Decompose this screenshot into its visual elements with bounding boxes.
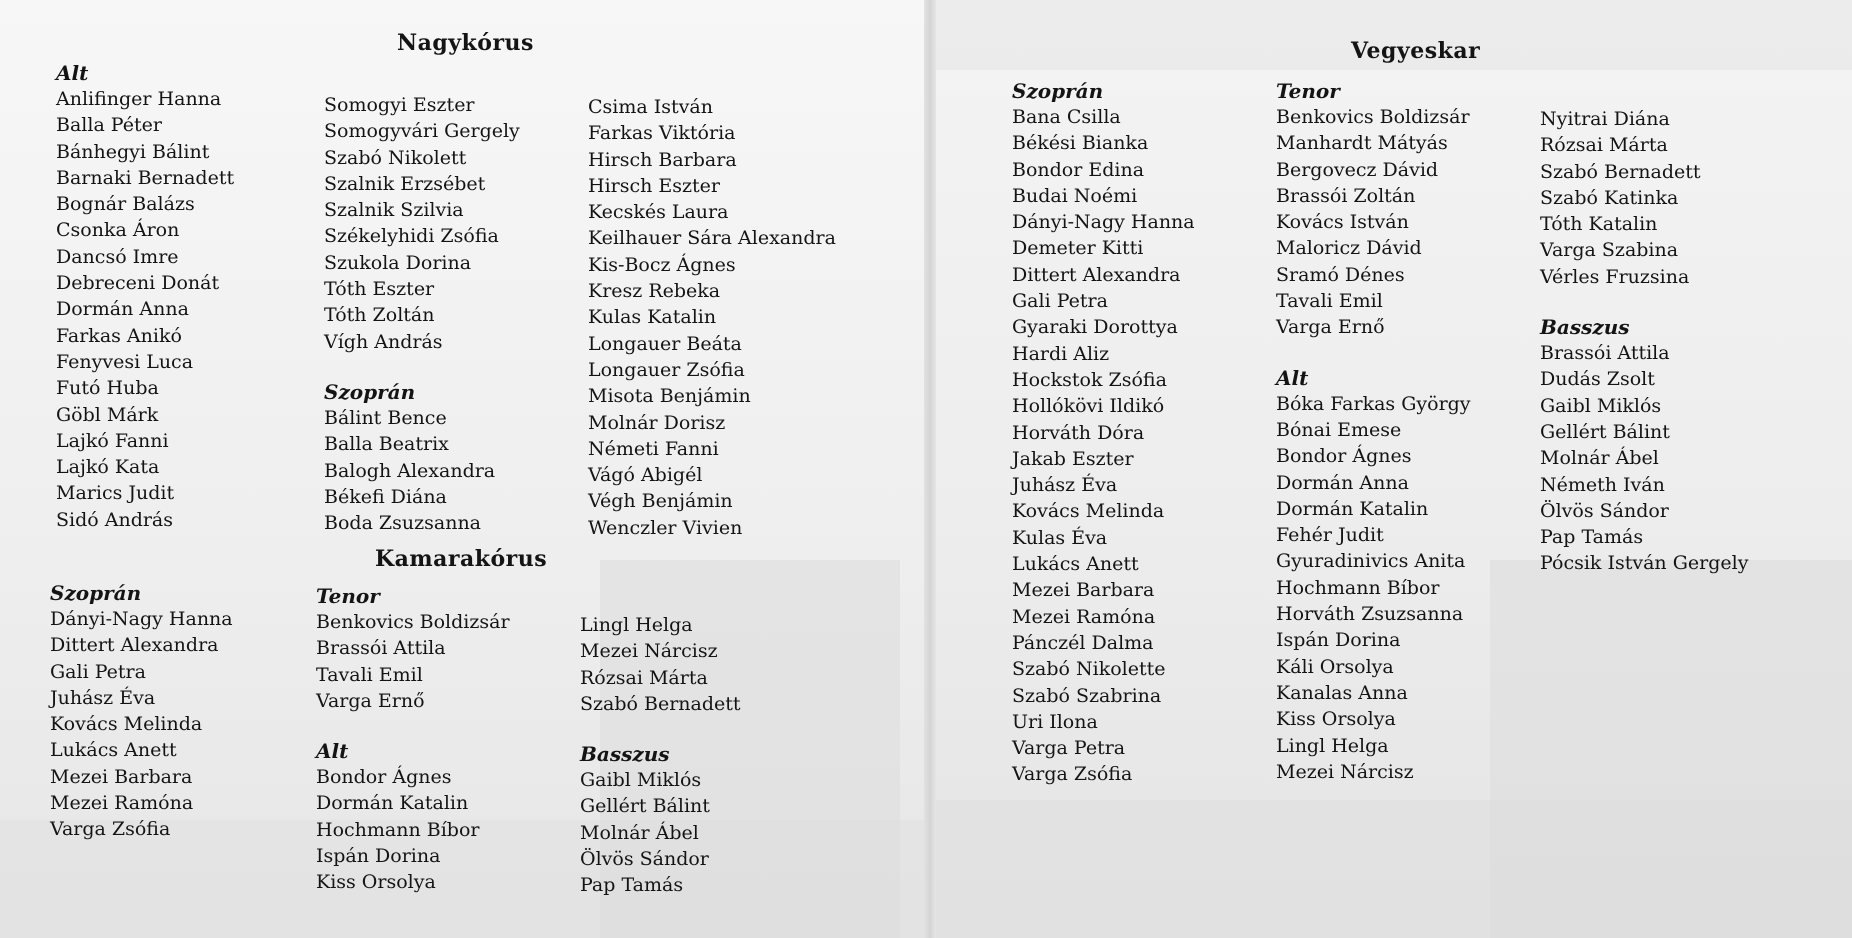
name-entry: Végh Benjámin	[588, 490, 733, 513]
kamarakorus-heading: Kamarakórus	[375, 546, 548, 572]
name-entry: Longauer Beáta	[588, 332, 742, 355]
name-list	[50, 606, 233, 843]
name-entry: Lukács Anett	[1012, 553, 1139, 576]
nagykorus-alt-column-1	[56, 60, 234, 533]
name-entry: Farkas Anikó	[56, 324, 182, 347]
name-entry: Molnár Ábel	[580, 821, 699, 844]
kamarakorus-tenor-alt-column	[316, 583, 510, 896]
nagykorus-heading: Nagykórus	[397, 30, 534, 56]
name-entry: Brassói Zoltán	[1276, 184, 1416, 207]
name-entry: Hochmann Bíbor	[316, 818, 480, 841]
name-entry: Tavali Emil	[1276, 290, 1383, 313]
name-entry: Dancsó Imre	[56, 245, 179, 268]
name-entry: Szabó Katinka	[1540, 186, 1679, 209]
name-entry: Dányi-Nagy Hanna	[50, 608, 233, 630]
name-entry: Gyaraki Dorottya	[1012, 316, 1178, 339]
name-entry: Göbl Márk	[56, 403, 159, 426]
name-entry: Ölvös Sándor	[580, 848, 709, 871]
name-entry: Varga Ernő	[1276, 316, 1385, 339]
name-entry: Bónai Emese	[1276, 418, 1402, 441]
section-label-szopran: Szoprán	[1012, 79, 1104, 103]
name-entry: Mezei Ramóna	[1012, 605, 1156, 628]
name-entry: Szabó Bernadett	[1540, 160, 1701, 183]
name-entry: Pap Tamás	[580, 874, 684, 897]
name-entry: Boda Zsuzsanna	[324, 512, 482, 535]
name-entry: Anlifinger Hanna	[56, 88, 222, 110]
name-entry: Szukola Dorina	[324, 251, 472, 274]
name-entry: Mezei Barbara	[1012, 579, 1155, 602]
name-entry: Kresz Rebeka	[588, 280, 721, 303]
name-entry: Kecskés Laura	[588, 201, 729, 224]
name-entry: Manhardt Mátyás	[1276, 132, 1448, 155]
name-entry: Balla Péter	[56, 114, 162, 137]
name-entry: Szabó Nikolette	[1012, 658, 1166, 681]
name-entry: Kiss Orsolya	[316, 871, 436, 894]
name-entry: Gellért Bálint	[580, 795, 710, 818]
name-entry: Ispán Dorina	[1276, 629, 1401, 652]
name-entry: Szabó Nikolett	[324, 146, 467, 169]
name-entry: Hirsch Barbara	[588, 148, 737, 171]
vegyeskar-tenor-alt-column	[1276, 78, 1471, 785]
section-label-alt: Alt	[316, 739, 349, 764]
name-entry: Benkovics Boldizsár	[316, 611, 510, 633]
name-entry: Pap Tamás	[1540, 526, 1644, 549]
name-entry: Horváth Dóra	[1012, 421, 1145, 444]
name-entry: Jakab Eszter	[1012, 447, 1134, 470]
name-entry: Bondor Ágnes	[1276, 445, 1412, 468]
name-entry: Juhász Éva	[1012, 474, 1118, 497]
name-list	[1540, 340, 1748, 577]
name-entry: Fehér Judit	[1276, 524, 1384, 547]
name-list	[324, 92, 520, 355]
name-entry: Kovács Melinda	[50, 713, 203, 736]
name-list	[56, 86, 234, 533]
name-entry: Bana Csilla	[1012, 106, 1121, 128]
name-entry: Kis-Bocz Ágnes	[588, 253, 736, 276]
name-entry: Gali Petra	[50, 660, 146, 683]
name-entry: Bergovecz Dávid	[1276, 158, 1439, 181]
vegyeskar-szopran-column	[1012, 78, 1195, 788]
name-entry: Hockstok Zsófia	[1012, 368, 1167, 391]
name-entry: Ispán Dorina	[316, 845, 441, 868]
name-entry: Bánhegyi Bálint	[56, 140, 210, 163]
vegyeskar-heading: Vegyeskar	[1351, 38, 1481, 64]
name-entry: Keilhauer Sára Alexandra	[588, 227, 836, 250]
name-entry: Varga Szabina	[1540, 239, 1679, 262]
name-entry: Mezei Barbara	[50, 765, 193, 788]
name-entry: Hirsch Eszter	[588, 174, 720, 197]
name-entry: Brassói Attila	[316, 637, 446, 660]
name-entry: Dormán Katalin	[316, 792, 469, 815]
name-entry: Lingl Helga	[1276, 734, 1389, 757]
name-entry: Gaibl Miklós	[1540, 394, 1662, 417]
name-entry: Futó Huba	[56, 377, 159, 400]
name-entry: Rózsai Márta	[1540, 134, 1668, 157]
name-entry: Tóth Eszter	[324, 278, 435, 301]
name-entry: Kanalas Anna	[1276, 681, 1408, 704]
name-entry: Gyuradinivics Anita	[1276, 550, 1466, 573]
name-entry: Molnár Dorisz	[588, 411, 726, 434]
name-entry: Vérles Fruzsina	[1540, 265, 1690, 288]
name-entry: Dudás Zsolt	[1540, 368, 1655, 391]
name-entry: Fenyvesi Luca	[56, 350, 194, 373]
name-entry: Tóth Zoltán	[324, 304, 435, 327]
kamarakorus-alt-basszus-column	[580, 612, 741, 899]
name-list	[580, 767, 741, 898]
name-entry: Sidó András	[56, 508, 174, 531]
name-list	[1012, 104, 1195, 788]
name-entry: Maloricz Dávid	[1276, 237, 1422, 260]
section-label-basszus: Basszus	[580, 742, 670, 767]
name-entry: Balla Beatrix	[324, 433, 449, 456]
name-entry: Vágó Abigél	[588, 464, 703, 487]
name-entry: Lingl Helga	[580, 614, 693, 636]
name-entry: Dányi-Nagy Hanna	[1012, 211, 1195, 234]
name-list	[1276, 391, 1471, 785]
name-entry: Balogh Alexandra	[324, 459, 496, 482]
name-entry: Somogyi Eszter	[324, 94, 475, 116]
name-entry: Kulas Éva	[1012, 526, 1108, 549]
name-entry: Rózsai Márta	[580, 666, 708, 689]
section-label-szopran: Szoprán	[324, 379, 416, 404]
name-entry: Gaibl Miklós	[580, 769, 702, 792]
name-entry: Szalnik Erzsébet	[324, 172, 486, 195]
name-entry: Hardi Aliz	[1012, 342, 1110, 365]
name-list	[316, 609, 510, 714]
section-label-tenor: Tenor	[316, 584, 380, 608]
name-entry: Szabó Bernadett	[580, 692, 741, 715]
name-entry: Dormán Anna	[1276, 471, 1409, 494]
name-entry: Csima István	[588, 96, 713, 118]
name-entry: Misota Benjámin	[588, 385, 751, 408]
name-entry: Dittert Alexandra	[50, 634, 219, 657]
name-entry: Sramó Dénes	[1276, 263, 1405, 286]
name-entry: Juhász Éva	[50, 686, 156, 709]
name-entry: Csonka Áron	[56, 219, 180, 242]
name-entry: Ölvös Sándor	[1540, 499, 1669, 522]
name-entry: Káli Orsolya	[1276, 655, 1394, 678]
name-entry: Varga Zsófia	[50, 818, 171, 841]
nagykorus-alt-column-2	[324, 92, 520, 536]
name-entry: Horváth Zsuzsanna	[1276, 603, 1464, 626]
name-entry: Gali Petra	[1012, 290, 1108, 313]
section-label-alt: Alt	[56, 61, 89, 85]
vegyeskar-alt-basszus-column	[1540, 106, 1748, 577]
background-photo-shade	[930, 800, 1852, 938]
name-entry: Bondor Ágnes	[316, 766, 452, 789]
nagykorus-column-3	[588, 94, 836, 541]
name-entry: Pócsik István Gergely	[1540, 552, 1749, 575]
section-label-szopran: Szoprán	[50, 581, 142, 605]
name-entry: Molnár Ábel	[1540, 447, 1659, 470]
name-entry: Varga Petra	[1012, 737, 1126, 760]
section-label-alt: Alt	[1276, 365, 1309, 390]
name-entry: Brassói Attila	[1540, 342, 1670, 365]
name-entry: Dittert Alexandra	[1012, 263, 1181, 286]
name-entry: Uri Ilona	[1012, 710, 1098, 733]
name-entry: Debreceni Donát	[56, 272, 220, 295]
name-entry: Békefi Diána	[324, 485, 447, 508]
name-entry: Németi Fanni	[588, 437, 719, 460]
name-entry: Dormán Anna	[56, 298, 189, 321]
name-entry: Longauer Zsófia	[588, 358, 745, 381]
name-entry: Farkas Viktória	[588, 122, 736, 145]
name-entry: Békési Bianka	[1012, 132, 1149, 155]
name-entry: Lukács Anett	[50, 739, 177, 762]
name-entry: Tóth Katalin	[1540, 213, 1658, 236]
name-entry: Kovács Melinda	[1012, 500, 1165, 523]
section-label-tenor: Tenor	[1276, 79, 1340, 103]
name-entry: Varga Zsófia	[1012, 763, 1133, 786]
name-list	[588, 94, 836, 541]
name-list	[580, 612, 741, 717]
name-list	[316, 764, 510, 895]
name-entry: Bóka Farkas György	[1276, 392, 1471, 415]
name-entry: Somogyvári Gergely	[324, 120, 520, 143]
name-entry: Varga Ernő	[316, 689, 425, 712]
name-entry: Barnaki Bernadett	[56, 166, 235, 189]
name-entry: Budai Noémi	[1012, 184, 1138, 207]
name-entry: Hollókövi Ildikó	[1012, 395, 1165, 418]
name-entry: Németh Iván	[1540, 473, 1665, 496]
section-label-basszus: Basszus	[1540, 315, 1630, 340]
name-entry: Kovács István	[1276, 211, 1409, 234]
kamarakorus-szopran-column	[50, 580, 233, 843]
name-entry: Pánczél Dalma	[1012, 631, 1154, 654]
book-spine	[924, 0, 936, 938]
name-list	[1276, 104, 1471, 341]
name-entry: Szalnik Szilvia	[324, 199, 464, 222]
name-entry: Vígh András	[324, 330, 443, 353]
name-entry: Tavali Emil	[316, 663, 423, 686]
name-entry: Dormán Katalin	[1276, 497, 1429, 520]
name-entry: Demeter Kitti	[1012, 237, 1144, 260]
name-entry: Lajkó Fanni	[56, 429, 169, 452]
name-list	[324, 405, 520, 536]
name-entry: Benkovics Boldizsár	[1276, 106, 1470, 128]
name-entry: Mezei Ramóna	[50, 792, 194, 815]
name-entry: Lajkó Kata	[56, 456, 160, 479]
name-entry: Mezei Nárcisz	[580, 640, 718, 663]
name-entry: Kiss Orsolya	[1276, 708, 1396, 731]
name-entry: Gellért Bálint	[1540, 420, 1670, 443]
name-entry: Kulas Katalin	[588, 306, 717, 329]
name-entry: Bálint Bence	[324, 406, 447, 429]
name-entry: Bognár Balázs	[56, 193, 195, 216]
name-entry: Szabó Szabrina	[1012, 684, 1162, 707]
name-entry: Wenczler Vivien	[588, 516, 743, 539]
name-entry: Székelyhidi Zsófia	[324, 225, 499, 248]
name-entry: Mezei Nárcisz	[1276, 760, 1414, 783]
name-entry: Marics Judit	[56, 482, 175, 505]
name-list	[1540, 106, 1748, 290]
name-entry: Hochmann Bíbor	[1276, 576, 1440, 599]
name-entry: Bondor Edina	[1012, 158, 1145, 181]
name-entry: Nyitrai Diána	[1540, 108, 1670, 130]
